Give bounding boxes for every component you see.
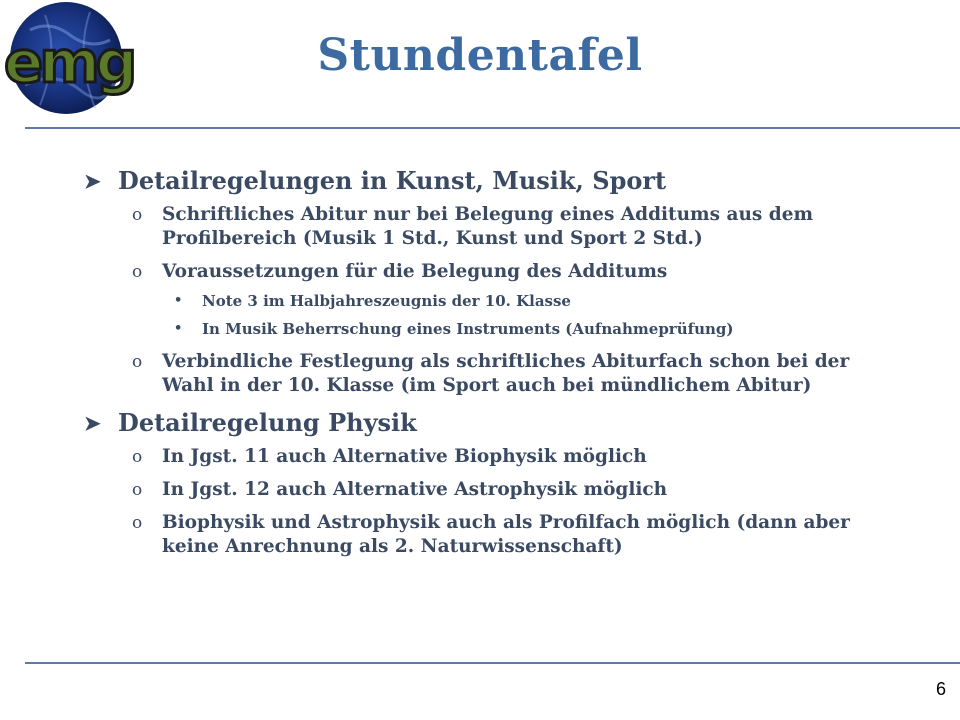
list-item [132, 203, 884, 251]
circle-bullet-icon: o [132, 447, 143, 467]
bottom-divider [25, 662, 960, 664]
list-item-text: Biophysik und Astrophysik auch als Profilfach möglich (dann aber keine Anrechnung als 2. Naturwissenschaft) [162, 512, 850, 557]
list-item [132, 511, 884, 559]
arrow-bullet-icon: ➤ [84, 411, 101, 435]
dot-bullet-icon: • [174, 293, 183, 308]
slide-title: Stundentafel [317, 30, 643, 81]
sub-list-item [174, 318, 884, 340]
circle-bullet-icon: o [132, 513, 143, 533]
circle-bullet-icon: o [132, 262, 143, 282]
list-item [132, 350, 884, 398]
svg-text:emg: emg [4, 28, 134, 96]
page-number: 6 [935, 679, 946, 699]
list-item [132, 478, 884, 502]
list-item-text: Schriftliches Abitur nur bei Belegung eines Additums aus dem Profilbereich (Musik 1 Std., Kunst und Sport 2 Std.) [162, 204, 814, 249]
circle-bullet-icon: o [132, 480, 143, 500]
list-item-text: In Jgst. 11 auch Alternative Biophysik möglich [162, 446, 647, 467]
sub-list-item-text: Note 3 im Halbjahreszeugnis der 10. Klasse [202, 292, 571, 310]
sub-list-item-text: In Musik Beherrschung eines Instruments (Aufnahmeprüfung) [202, 320, 734, 338]
section-heading [84, 165, 884, 197]
sub-list-item [174, 290, 884, 312]
top-divider [25, 127, 960, 129]
arrow-bullet-icon: ➤ [84, 169, 101, 193]
list-item-text: In Jgst. 12 auch Alternative Astrophysik möglich [162, 479, 668, 500]
slide-content [84, 165, 884, 568]
list-item-text: Verbindliche Festlegung als schriftliches Abiturfach schon bei der Wahl in der 10. Klasse (im Sport auch bei mündlichem Abitur) [162, 351, 850, 396]
dot-bullet-icon: • [174, 321, 183, 336]
list-item-text: Voraussetzungen für die Belegung des Additums [162, 261, 668, 282]
circle-bullet-icon: o [132, 352, 143, 372]
list-item [132, 445, 884, 469]
list-item [132, 260, 884, 284]
section-heading-text: Detailregelungen in Kunst, Musik, Sport [118, 166, 667, 195]
section-heading-text: Detailregelung Physik [118, 408, 417, 437]
section-heading [84, 407, 884, 439]
circle-bullet-icon: o [132, 205, 143, 225]
